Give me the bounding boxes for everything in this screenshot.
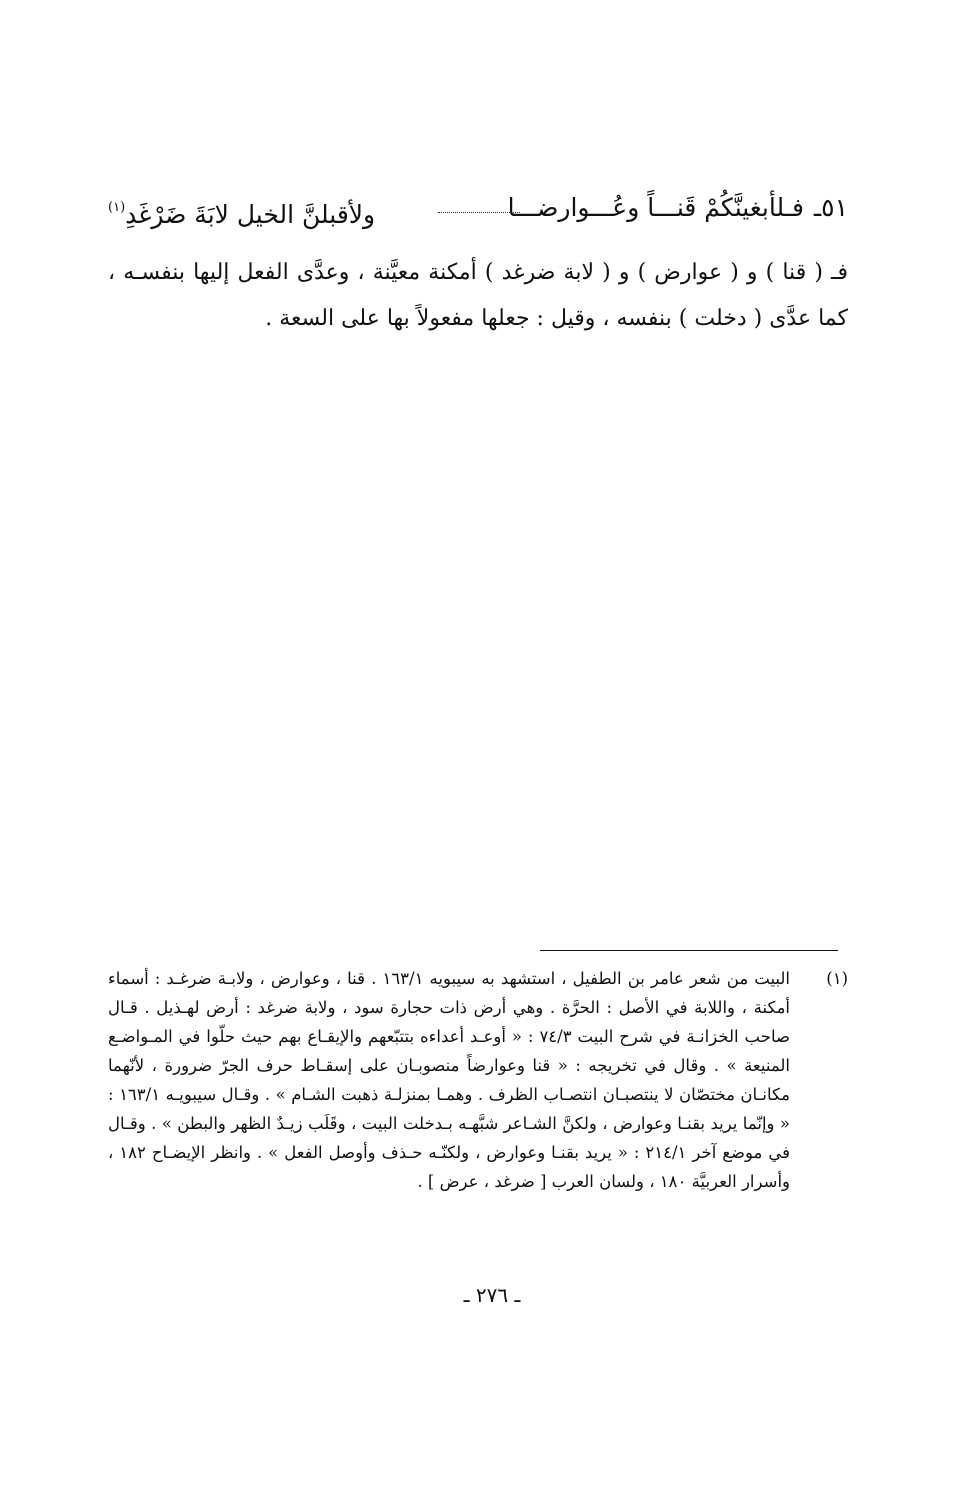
footnote bbox=[108, 964, 848, 1196]
verse-first-hemistich: فـلأبغينَّكُمْ قَنـــاً وعُـــوارضـــا bbox=[507, 193, 804, 222]
footnote-text: البيت من شعر عامر بن الطفيل ، استشهد به سيبويه ١٦٣/١ . قنا ، وعوارض ، ولابـة ضرغـد : أسماء أمكنة ، واللابة في الأصل : الحرَّة . وهي أرض ذات حجارة سود ، ولابة ضرغد : أرض لهـذيل . قـال صاحب الخزانـة في شرح البيت ٧٤/٣ : « أوعـد أعداءه بتتبّعهم والإيقـاع بهم حيث حلّوا في المـواضـع المنيعة » . وقال في تخريجه : « قنا وعوارضاً منصوبـان على إسقـاط حرف الجرّ ضرورة ، لأنّهما مكانـان مختصّان لا ينتصبـان انتصـاب الظرف . وهمـا بمنزلـة ذهبت الشـام » . وقـال سيبويـه ١٦٣/١ : « وإنّما يريد بقنـا وعوارض ، ولكنَّ الشـاعر شبَّهـه بـدخلت البيت ، وقَلَب زيـدٌ الظهر والبطن » . وقـال في موضع آخر ٢١٤/١ : « يريد بقنـا وعوارض ، ولكنّـه حـذف وأوصل الفعل » . وانظر الإيضـاح ١٨٢ ، وأسرار العربيَّة ١٨٠ ، ولسان العرب [ ضرغد ، عرض ] . bbox=[108, 969, 791, 1191]
commentary-text: فـ ( قنا ) و ( عوارض ) و ( لابة ضرغد ) أمكنة معيَّنة ، وعدَّى الفعل إليها بنفسـه ، كما عدَّى ( دخلت ) بنفسه ، وقيل : جعلها مفعولاً بها على السعة . bbox=[108, 260, 848, 331]
verse-number: ٥١ـ bbox=[813, 193, 848, 222]
page-number: ـ ٢٧٦ ـ bbox=[463, 1283, 521, 1307]
commentary-paragraph bbox=[108, 250, 848, 342]
hemistich-separator-dots bbox=[438, 212, 520, 213]
footnote-reference[interactable]: (١) bbox=[108, 200, 126, 215]
footnote-separator bbox=[540, 950, 838, 951]
verse-second-hemistich bbox=[108, 186, 375, 237]
poetry-verse bbox=[108, 186, 848, 230]
footnote-marker: (١) bbox=[826, 969, 848, 988]
verse-second-hemistich-text: ولأقبلنَّ الخيل لابَةَ ضَرْغَدِ bbox=[125, 200, 376, 229]
